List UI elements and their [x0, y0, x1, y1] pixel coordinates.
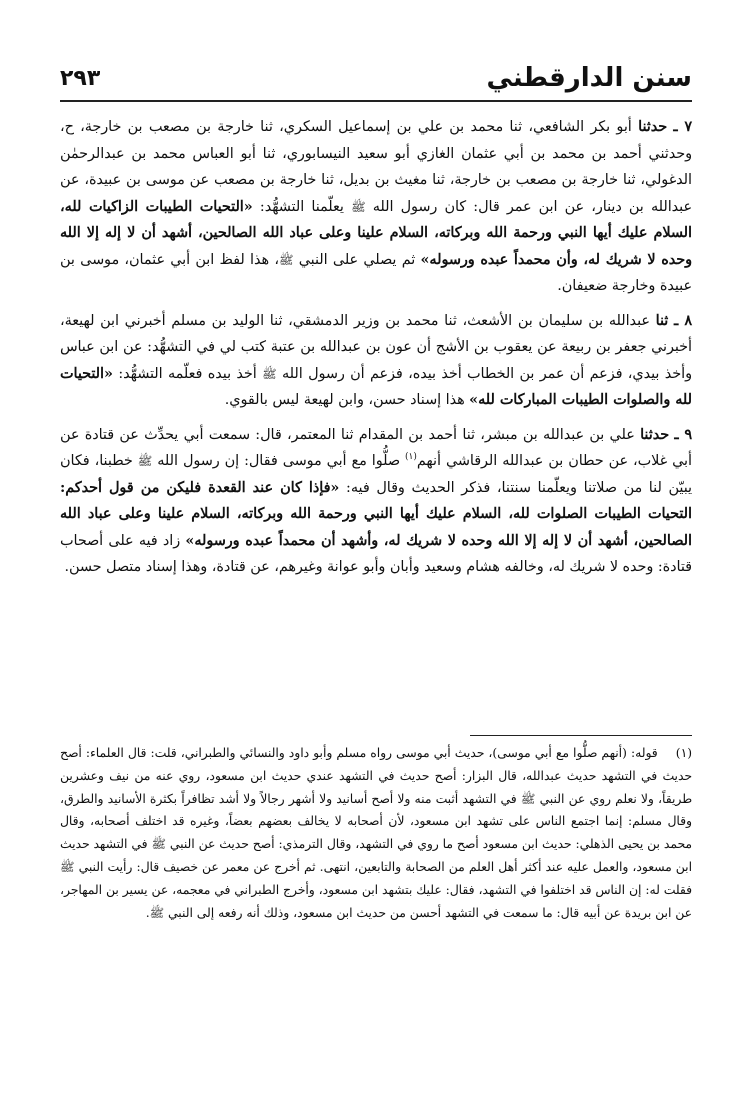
hadith-8-lead: ثنا	[655, 312, 669, 329]
hadith-9-text: صلُّوا مع أبي موسى فقال: إن رسول الله	[157, 453, 401, 469]
salawat-symbol: ﷺ	[151, 837, 166, 852]
salawat-symbol: ﷺ	[60, 859, 75, 874]
main-text	[60, 114, 692, 589]
footnote-text: في التشهد أثبت منه ولا أصح أسانيد ولا أشهر رجالاً ولا أشد تظافراً بكثرة الأسانيد والطرق، وقال مسلم: إنما اجتمع الناس على تشهد ابن مسعود، لأن أصحابه لا يخالف بعضهم بعضاً، وغيره قد اختلف أصحابه، وقال محمد بن يحيى الذهلي: حديث ابن مسعود أصح ما روي في التشهد، وقال الترمذي: أصح حديث عن النبي	[60, 791, 692, 852]
hadith-7	[60, 114, 692, 300]
hadith-7-number: ٧ ـ	[673, 119, 693, 135]
footnote-text: .	[145, 905, 150, 920]
header-divider	[60, 100, 692, 102]
footnote-text: (أنهم صلُّوا مع أبي موسى)، حديث أبي موسى رواه مسلم وأبو داود والنسائي والطبراني، قلت: قال العلماء: أصح حديث في التشهد حديث عبدالله، قال البزار: أصح حديث في التشهد عندي حديث ابن مسعود، روي عنه من نيف وعشرين طريقاً، ولا نعلم روي عن النبي	[60, 746, 692, 806]
footnote-reference[interactable]: (١)	[405, 452, 417, 463]
salawat-symbol: ﷺ	[520, 791, 536, 806]
hadith-8-text: أخذ بيده فعلّمه التشهُّد:	[118, 365, 257, 382]
hadith-9-number: ٩ ـ	[674, 426, 692, 443]
footnote	[60, 742, 692, 924]
hadith-9-text: زاد فيه على أصحاب قتادة: وحده لا شريك له، وخالفه هشام وسعيد وأبان وأبو عوانة وغيرهم، عن قتادة، وهذا إسناد متصل حسن.	[60, 532, 692, 575]
hadith-8-number: ٨ ـ	[673, 312, 692, 329]
footnote-text: فقلت له: إن الناس قد اختلفوا في التشهد، فقال: عليك بتشهد ابن مسعود، وأخرج الطبراني في معجمه، عن يسير بن المهاجر، عن ابن بريدة عن أبيه قال: ما سمعت في التشهد أحسن من حديث ابن مسعود، وذلك أنه رفعه إلى النبي	[60, 882, 692, 920]
hadith-7-matn: «التحيات الطيبات الزاكيات لله، السلام عليك أيها النبي ورحمة الله وبركاته، السلام علينا وعلى عباد الله الصالحين، أشهد أن لا إله إلا الله وحده لا شريك له، وأن محمداً عبده ورسوله»	[60, 198, 692, 268]
footnote-divider	[470, 735, 692, 736]
hadith-7-lead: حدثنا	[638, 119, 668, 135]
salawat-symbol: ﷺ	[262, 366, 277, 381]
hadith-8-text: عبدالله بن سليمان بن الأشعث، ثنا محمد بن وزير الدمشقي، ثنا الوليد بن مسلم أخبرني ابن لهيعة، أخبرني جعفر بن ربيعة عن يعقوب بن الأشج أن عون بن عبدالله بن عتبة كتب لي في التشهُّد: عن ابن عباس وأخذ بيدي، فزعم أن عمر بن الخطاب أخذ بيده، فزعم أن رسول الله	[60, 312, 692, 382]
footnote-number: (١)	[675, 746, 692, 760]
hadith-9	[60, 422, 692, 581]
hadith-9-lead: حدثنا	[640, 426, 670, 443]
hadith-7-text: يعلّمنا التشهُّد:	[259, 198, 344, 215]
book-title: سنن الدارقطني	[486, 63, 692, 93]
salawat-symbol: ﷺ	[278, 252, 294, 267]
salawat-symbol: ﷺ	[137, 454, 153, 468]
salawat-symbol: ﷺ	[149, 905, 165, 920]
hadith-7-text: ثم يصلي على النبي	[298, 251, 416, 268]
hadith-8-text: هذا إسناد حسن، وابن لهيعة ليس بالقوي.	[224, 392, 465, 408]
hadith-8-matn: «التحيات لله والصلوات الطيبات المباركات لله»	[60, 365, 692, 408]
hadith-9-text: خطبنا، فكان يبيّن لنا من صلاتنا ويعلّمنا سنتنا، فذكر الحديث وقال فيه:	[60, 453, 692, 496]
hadith-9-text: علي بن عبدالله بن مبشر، ثنا أحمد بن المقدام ثنا المعتمر، قال: سمعت أبي يحدِّث عن قتادة عن أبي غلاب، عن حطان بن عبدالله الرقاشي أنهم	[60, 426, 692, 469]
hadith-9-matn: «فإذا كان عند القعدة فليكن من قول أحدكم: التحيات الطيبات الصلوات لله، السلام عليك أيها النبي ورحمة الله وبركاته، السلام علينا وعلى عباد الله الصالحين، أشهد أن لا إله إلا الله وحده لا شريك له، وأشهد أن محمداً عبده ورسوله»	[60, 479, 692, 549]
page-number: ٢٩٣	[60, 66, 101, 91]
footnote-text: في التشهد حديث ابن مسعود، والعمل عليه عند أكثر أهل العلم من الصحابة والتابعين، انتهى. ثم أخرج عن معمر عن خصيف قال: رأيت النبي	[60, 837, 692, 874]
salawat-symbol: ﷺ	[351, 199, 366, 214]
hadith-8	[60, 308, 692, 414]
page-header	[60, 58, 692, 102]
footnote-1	[60, 742, 692, 924]
footnote-label: قوله:	[630, 746, 658, 760]
hadith-7-text: أبو بكر الشافعي، ثنا محمد بن علي بن إسماعيل السكري، ثنا خارجة بن مصعب بن خارجة، ح، وحدثني أحمد بن محمد بن أبي عثمان الغازي أبو سعيد النيسابوري، ثنا أبو العباس محمد بن عبدالرحمٰن الدغولي، ثنا خارجة بن مصعب بن خارجة، ثنا مغيث بن بديل، ثنا خارجة بن مصعب عن موسى بن عبيدة، عن عبدالله بن دينار، عن ابن عمر قال: كان رسول الله	[60, 119, 693, 215]
hadith-7-text: ، هذا لفظ ابن أبي عثمان، موسى بن عبيدة وخارجة ضعيفان.	[60, 251, 692, 294]
